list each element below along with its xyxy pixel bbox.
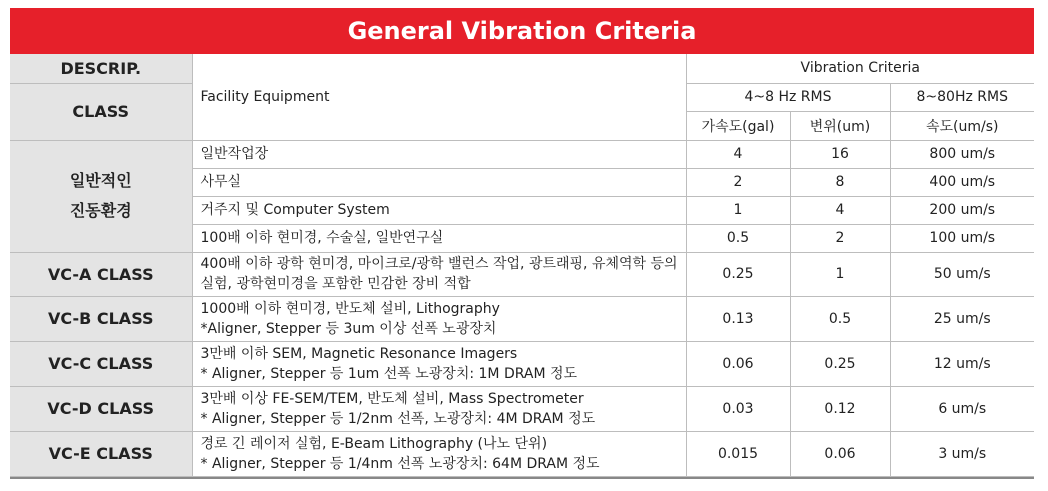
bottom-divider xyxy=(10,477,1034,479)
vel-cell: 800 um/s xyxy=(890,140,1034,168)
equipment-cell: 100배 이하 현미경, 수술실, 일반연구실 xyxy=(192,224,686,252)
equipment-line: * Aligner, Stepper 등 1/4nm 선폭 노광장치: 64M DRAM 정도 xyxy=(200,455,600,472)
disp-cell: 16 xyxy=(790,140,890,168)
equipment-line: 400배 이하 광학 현미경, 마이크로/광학 밸런스 작업, 광트래핑, 유체역학 등의 xyxy=(200,256,678,272)
accel-cell: 0.06 xyxy=(686,341,790,386)
vc-d-class-label: VC-D CLASS xyxy=(10,386,192,431)
vel-cell: 100 um/s xyxy=(890,224,1034,252)
disp-cell: 8 xyxy=(790,168,890,196)
general-label-line2: 진동환경 xyxy=(69,201,132,220)
disp-cell: 0.5 xyxy=(790,296,890,341)
accel-cell: 0.13 xyxy=(686,296,790,341)
vc-e-class-label: VC-E CLASS xyxy=(10,431,192,476)
table-row xyxy=(10,341,1034,386)
table-row xyxy=(10,252,1034,296)
vel-cell: 200 um/s xyxy=(890,196,1034,224)
vc-b-class-label: VC-B CLASS xyxy=(10,296,192,341)
equipment-line: * Aligner, Stepper 등 1um 선폭 노광장치: 1M DRAM 정도 xyxy=(200,365,578,382)
vibration-criteria-table xyxy=(10,54,1034,477)
vel-column-header: 속도(um/s) xyxy=(890,111,1034,140)
disp-cell: 0.12 xyxy=(790,386,890,431)
descrip-header: DESCRIP. xyxy=(10,54,192,83)
vel-cell: 50 um/s xyxy=(890,252,1034,296)
equipment-cell xyxy=(192,252,686,296)
criteria-table-wrapper xyxy=(10,8,1034,479)
vel-cell: 12 um/s xyxy=(890,341,1034,386)
rms-low-header: 4~8 Hz RMS xyxy=(686,83,890,111)
table-row xyxy=(10,386,1034,431)
vel-cell: 25 um/s xyxy=(890,296,1034,341)
general-label-line1: 일반적인 xyxy=(69,171,132,190)
accel-cell: 0.5 xyxy=(686,224,790,252)
accel-cell: 0.25 xyxy=(686,252,790,296)
disp-cell: 1 xyxy=(790,252,890,296)
equipment-cell: 일반작업장 xyxy=(192,140,686,168)
equipment-cell xyxy=(192,431,686,476)
accel-cell: 0.015 xyxy=(686,431,790,476)
disp-cell: 2 xyxy=(790,224,890,252)
disp-cell: 4 xyxy=(790,196,890,224)
equipment-cell: 거주지 및 Computer System xyxy=(192,196,686,224)
vel-cell: 400 um/s xyxy=(890,168,1034,196)
class-header: CLASS xyxy=(10,83,192,140)
equipment-line: 실험, 광학현미경을 포함한 민감한 장비 적합 xyxy=(200,276,471,292)
equipment-line: 경로 긴 레이저 실험, E-Beam Lithography (나노 단위) xyxy=(200,435,548,452)
table-row xyxy=(10,140,1034,168)
general-environment-label xyxy=(10,140,192,252)
equipment-cell xyxy=(192,386,686,431)
disp-column-header: 변위(um) xyxy=(790,111,890,140)
rms-high-header: 8~80Hz RMS xyxy=(890,83,1034,111)
vibration-criteria-header: Vibration Criteria xyxy=(686,54,1034,83)
equipment-cell xyxy=(192,296,686,341)
vc-c-class-label: VC-C CLASS xyxy=(10,341,192,386)
equipment-line: 1000배 이하 현미경, 반도체 설비, Lithography xyxy=(200,300,500,317)
vel-cell: 6 um/s xyxy=(890,386,1034,431)
accel-cell: 0.03 xyxy=(686,386,790,431)
table-title: General Vibration Criteria xyxy=(10,8,1034,54)
table-row xyxy=(10,431,1034,476)
equipment-line: 3만배 이상 FE-SEM/TEM, 반도체 설비, Mass Spectrometer xyxy=(200,390,584,407)
disp-cell: 0.06 xyxy=(790,431,890,476)
facility-equipment-header: Facility Equipment xyxy=(192,54,686,140)
accel-cell: 1 xyxy=(686,196,790,224)
equipment-cell xyxy=(192,341,686,386)
equipment-line: * Aligner, Stepper 등 1/2nm 선폭, 노광장치: 4M DRAM 정도 xyxy=(200,410,596,427)
accel-cell: 2 xyxy=(686,168,790,196)
accel-cell: 4 xyxy=(686,140,790,168)
vc-a-class-label: VC-A CLASS xyxy=(10,252,192,296)
table-row xyxy=(10,296,1034,341)
accel-column-header: 가속도(gal) xyxy=(686,111,790,140)
vel-cell: 3 um/s xyxy=(890,431,1034,476)
disp-cell: 0.25 xyxy=(790,341,890,386)
equipment-line: *Aligner, Stepper 등 3um 이상 선폭 노광장치 xyxy=(200,320,497,337)
equipment-cell: 사무실 xyxy=(192,168,686,196)
equipment-line: 3만배 이하 SEM, Magnetic Resonance Imagers xyxy=(200,345,518,362)
